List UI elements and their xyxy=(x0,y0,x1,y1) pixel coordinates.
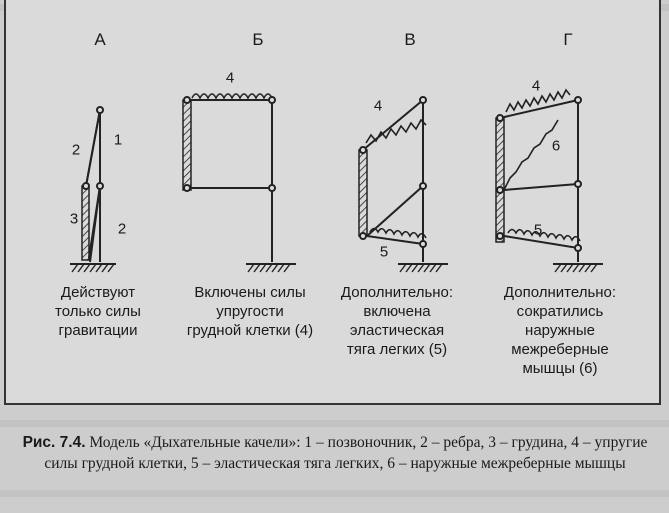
label-sternum: 3 xyxy=(69,210,79,228)
figure-number: Рис. 7.4. xyxy=(22,434,86,451)
label-lung-traction: 5 xyxy=(379,243,389,261)
panel-a-caption: Действуют только силы гравитации xyxy=(55,284,141,339)
figure-caption-text: Модель «Дыхательные качели»: 1 – позвоночник, 2 – ребра, 3 – грудина, 4 – упругие силы грудной клетки, 5 – эластическая тяга легких, 6 – наружные межреберные мышцы xyxy=(44,434,648,472)
panel-d-letter: Г xyxy=(563,30,573,49)
panel-d-caption: Дополнительно: сократились наружные межреберные мышцы (6) xyxy=(503,284,617,377)
panel-c-caption: Дополнительно: включена эластическая тяга легких (5) xyxy=(340,284,454,358)
panel-a-letter: А xyxy=(94,30,106,49)
label-ribs-lower: 2 xyxy=(117,220,127,238)
figure-caption xyxy=(20,432,650,474)
label-ribs: 2 xyxy=(71,141,81,159)
panel-b-caption: Включены силы упругости грудной клетки (4) xyxy=(186,284,314,339)
label-intercostal-muscles: 6 xyxy=(551,137,561,155)
model-a xyxy=(70,107,116,272)
model-d xyxy=(496,90,603,272)
model-c xyxy=(359,97,448,272)
label-elastic-forces: 4 xyxy=(531,77,541,95)
model-b xyxy=(183,94,296,272)
label-lung-traction: 5 xyxy=(533,221,543,239)
label-elastic-forces: 4 xyxy=(373,97,383,115)
label-spine: 1 xyxy=(113,131,123,149)
panel-c-letter: В xyxy=(404,30,416,49)
panel-b-letter: Б xyxy=(252,30,264,49)
label-elastic-forces: 4 xyxy=(225,69,235,87)
